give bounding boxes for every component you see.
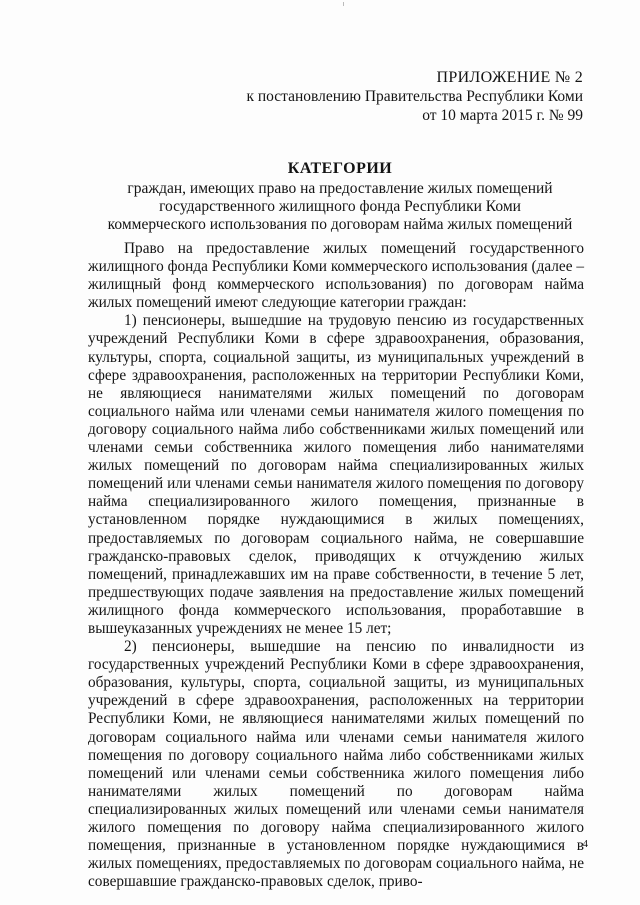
appendix-header — [246, 68, 583, 125]
page-number: 4 — [582, 838, 588, 850]
subheading-line-2: государственного жилищного фонда Республики Коми — [159, 198, 521, 215]
appendix-line-date: от 10 марта 2015 г. № 99 — [422, 107, 583, 124]
scan-mark — [343, 2, 344, 6]
category-1-paragraph: 1) пенсионеры, вышедшие на трудовую пенсию из государственных учреждений Республики Коми в сфере здравоохранения, образования, культуры, спорта, социальной защиты, из муниципальных учреждений в сфере здравоохранения, расположенных на территории Республики Коми, не являющиеся нанимателями жилых помещений по договорам социального найма или членами семьи нанимателя жилого помещения по договору социального найма либо собственниками жилых помещений или членами семьи собственника жилого помещения либо нанимателями жилых помещений по договорам найма специализированных жилых помещений или членами семьи нанимателя жилого помещения по договору найма специализированного жилого помещения, признанные в установленном порядке нуждающимися в жилых помещениях, предоставляемых по договорам социального найма, не совершавшие гражданско-правовых сделок, приводящих к отчуждению жилых помещений, принадлежавших им на праве собственности, в течение 5 лет, предшествующих подаче заявления на предоставление жилых помещений жилищного фонда коммерческого использования, проработавшие в вышеуказанных учреждениях не менее 15 лет; — [88, 312, 584, 637]
subheading-line-1: граждан, имеющих право на предоставление жилых помещений — [127, 180, 553, 197]
document-heading: КАТЕГОРИИ — [287, 160, 393, 177]
appendix-title: ПРИЛОЖЕНИЕ № 2 — [436, 69, 583, 86]
category-2-paragraph: 2) пенсионеры, вышедшие на пенсию по инвалидности из государственных учреждений Республики Коми в сфере здравоохранения, образования, культуры, спорта, социальной защиты, из муниципальных учреждений в сфере здравоохранения, расположенных на территории Республики Коми, не являющиеся нанимателями жилых помещений по договорам социального найма или членами семьи нанимателя жилого помещения по договору социального найма либо собственниками жилых помещений или членами семьи собственника жилого помещения либо нанимателями жилых помещений по договорам найма специализированных жилых помещений или членами семьи нанимателя жилого помещения по договору найма специализированного жилого помещения, признанные в установленном порядке нуждающимися в жилых помещениях, предоставляемых по договорам социального найма, не совершавшие гражданско-правовых сделок, приво- — [88, 638, 584, 891]
document-body — [88, 240, 584, 891]
intro-paragraph: Право на предоставление жилых помещений государственного жилищного фонда Республики Коми коммерческого использования (далее – жилищный фонд коммерческого использования) по договорам найма жилых помещений имеют следующие категории граждан: — [88, 240, 584, 312]
subheading-line-3: коммерческого использования по договорам найма жилых помещений — [107, 216, 573, 233]
appendix-line-resolution: к постановлению Правительства Республики Коми — [246, 88, 583, 105]
document-subheading — [90, 180, 590, 234]
